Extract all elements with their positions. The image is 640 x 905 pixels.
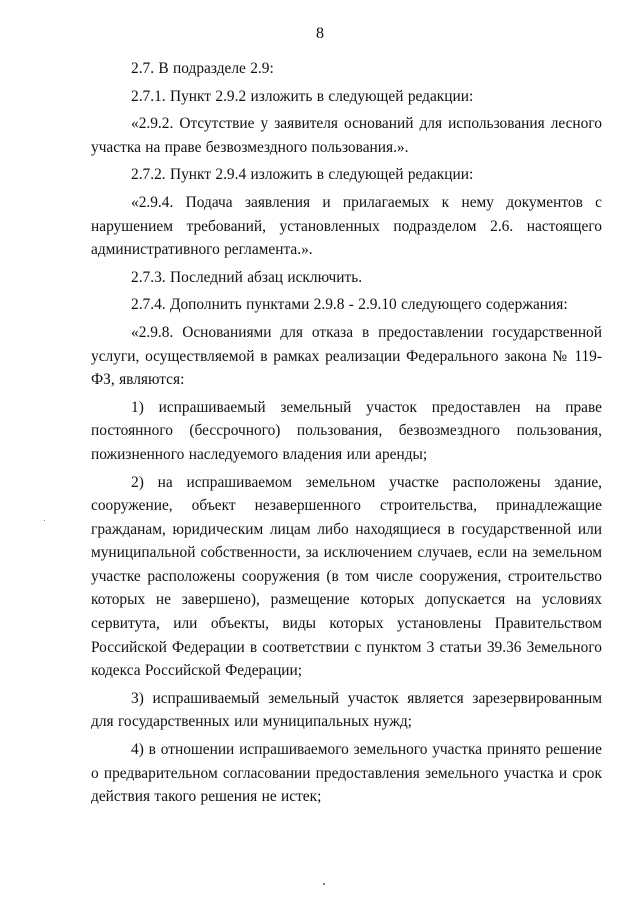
list-item-4: 4) в отношении испрашиваемого земельного участка принято решение о предварительном согласовании предоставления земельного участка и срок действия такого решения не истек;: [91, 741, 602, 806]
paragraph-2-7-3: 2.7.3. Последний абзац исключить.: [131, 268, 363, 286]
paragraph-2-7-4: 2.7.4. Дополнить пунктами 2.9.8 - 2.9.10 следующего содержания:: [131, 296, 568, 314]
paragraph-2-7: 2.7. В подразделе 2.9:: [131, 60, 274, 77]
paragraph-2-9-8: «2.9.8. Основаниями для отказа в предоставлении государственной услуги, осуществляемой в рамках реализации Федерального закона № 119-ФЗ, являются:: [91, 323, 602, 389]
paragraph-2-9-2: «2.9.2. Отсутствие у заявителя оснований для использования лесного участка на праве безвозмездного пользования.».: [91, 115, 602, 156]
list-item-3: 3) испрашиваемый земельный участок является зарезервированным для государственных или муниципальных нужд;: [91, 689, 602, 731]
page-number: 8: [316, 25, 324, 42]
document-body: [91, 57, 602, 813]
paragraph-2-7-1: 2.7.1. Пункт 2.9.2 изложить в следующей редакции:: [131, 87, 474, 105]
list-item-1: 1) испрашиваемый земельный участок предоставлен на праве постоянного (бессрочного) пользования, безвозмездного пользования, пожизненного наследуемого владения или аренды;: [91, 398, 602, 463]
paragraph-2-7-2: 2.7.2. Пункт 2.9.4 изложить в следующей редакции:: [131, 166, 474, 184]
scan-speck: [323, 883, 325, 885]
paragraph-2-9-4: «2.9.4. Подача заявления и прилагаемых к нему документов с нарушением требований, установленных подразделом 2.6. настоящего административного регламента.».: [91, 193, 602, 259]
scan-speck: [44, 520, 45, 521]
list-item-2: 2) на испрашиваемом земельном участке расположены здание, сооружение, объект незавершенного строительства, принадлежащие гражданам, юридическим лицам либо находящиеся в государственной или муниципальной собственности, за исключением случаев, если на земельном участке расположены сооружения (в том числе сооружения, строительство которых не завершено), размещение которых допускается на условиях сервитута, или объекты, виды которых установлены Правительством Российской Федерации в соответствии с пунктом 3 статьи 39.36 Земельного кодекса Российской Федерации;: [91, 473, 602, 680]
